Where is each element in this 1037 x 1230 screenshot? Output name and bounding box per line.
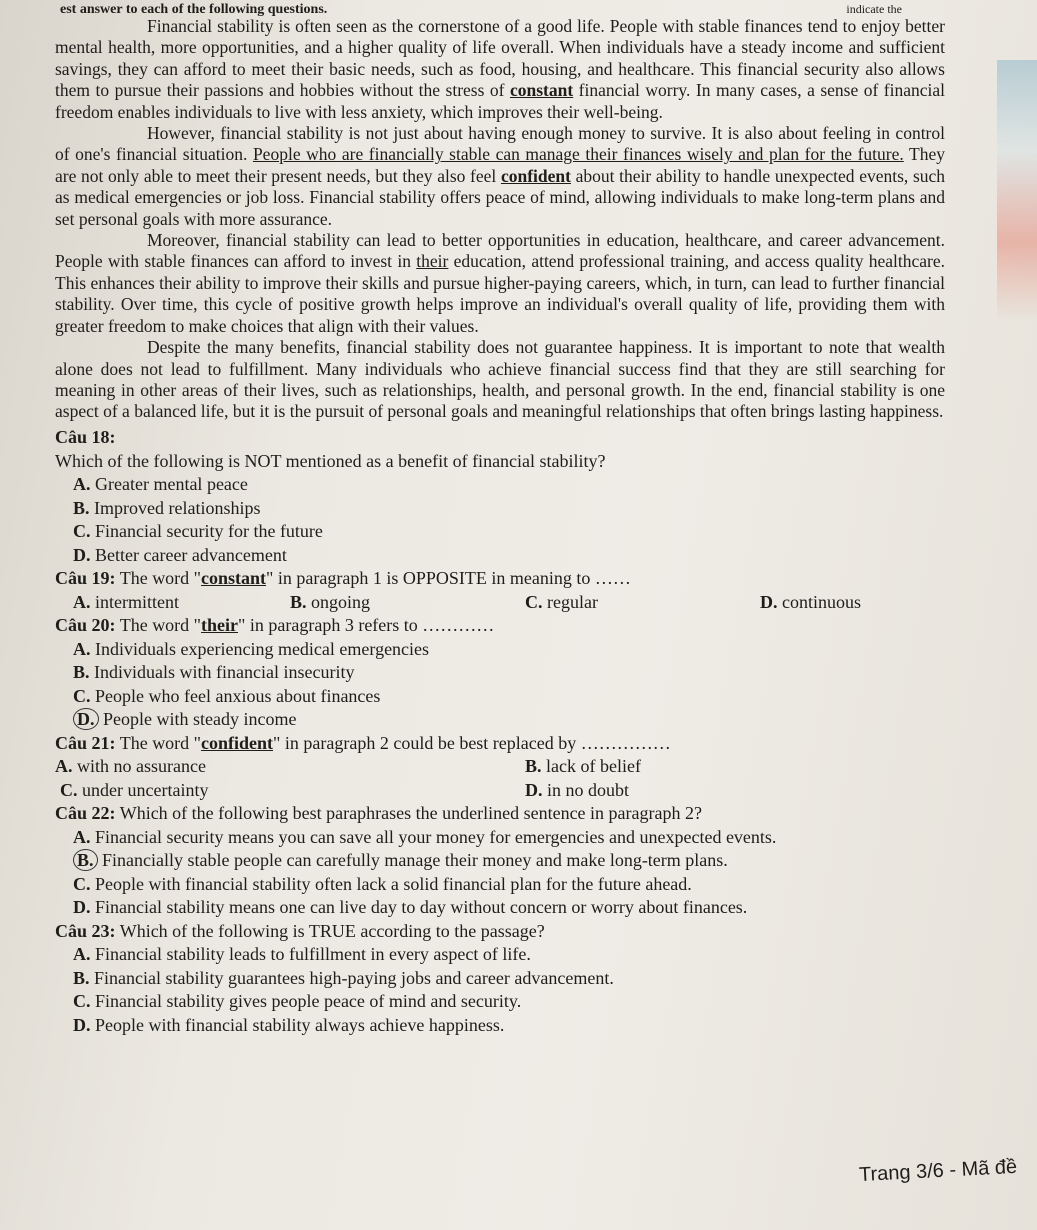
paragraph-1: Financial stability is often seen as the cornerstone of a good life. People with stable finances tend to enjoy better mental health, more opportunities, and a higher quality of life overall. When individuals have a steady income and sufficient savings, they can afford to meet their basic needs, such as food, housing, and healthcare. This financial security also allows them to pursue their passions and hobbies without the stress of constant financial worry. In many cases, a sense of financial freedom enables individuals to live with less anxiety, which improves their well-being. xyxy=(55,16,946,122)
q22-option-b[interactable]: B. Financially stable people can carefully manage their money and make long-term plans. xyxy=(73,849,945,873)
q21-options-row1 xyxy=(55,755,945,779)
q22-option-c[interactable]: C. People with financial stability often lack a solid financial plan for the future ahead. xyxy=(73,873,692,894)
q19-option-c[interactable]: C. regular xyxy=(525,591,598,612)
paragraph-3: Moreover, financial stability can lead to better opportunities in education, healthcare, and career advancement. People with stable finances can afford to invest in their education, attend professional training, and access quality healthcare. This enhances their ability to improve their skills and pursue higher-paying careers, which, in turn, can lead to further financial stability. Over time, this cycle of positive growth helps improve an individual's overall quality of life, providing them with greater freedom to make choices that align with their values. xyxy=(55,230,946,336)
q20-text: Câu 20: The word "their" in paragraph 3 refers to ………… xyxy=(55,615,495,636)
q18-option-b[interactable]: B. Improved relationships xyxy=(73,497,261,518)
q18-option-d[interactable]: D. Better career advancement xyxy=(73,544,287,565)
q19-option-d[interactable]: D. continuous xyxy=(760,591,861,612)
q21-option-d[interactable]: D. in no doubt xyxy=(525,779,630,800)
q23-option-d[interactable]: D. People with financial stability always achieve happiness. xyxy=(73,1014,505,1035)
q21-option-a[interactable]: A. with no assurance xyxy=(55,756,206,777)
q20-option-a[interactable]: A. Individuals experiencing medical emergencies xyxy=(73,638,430,659)
paragraph-4: Despite the many benefits, financial stability does not guarantee happiness. It is important to note that wealth alone does not lead to fulfillment. Many individuals who achieve financial success find that they are still searching for meaning in other areas of their lives, such as relationships, health, and personal growth. In the end, financial stability is one aspect of a balanced life, but it is the pursuit of personal goals and meaningful relationships that often brings lasting happiness. xyxy=(55,337,945,422)
q20-option-d[interactable]: D. People with steady income xyxy=(73,708,945,732)
content xyxy=(55,16,945,1037)
q18-option-a[interactable]: A. Greater mental peace xyxy=(73,474,248,495)
background-edge xyxy=(997,60,1037,320)
q21-options-row2 xyxy=(55,779,945,803)
q19-option-b[interactable]: B. ongoing xyxy=(290,591,371,612)
q21-option-c[interactable]: C. under uncertainty xyxy=(60,779,209,800)
q23-option-b[interactable]: B. Financial stability guarantees high-paying jobs and career advancement. xyxy=(73,967,614,988)
underlined-sentence: People who are financially stable can manage their finances wisely and plan for the future. xyxy=(252,144,904,165)
word-confident: confident xyxy=(500,165,571,186)
q23-option-a[interactable]: A. Financial stability leads to fulfillment in every aspect of life. xyxy=(73,944,531,965)
q23-text: Câu 23: Which of the following is TRUE according to the passage? xyxy=(55,920,545,941)
paragraph-2: However, financial stability is not just about having enough money to survive. It is also about feeling in control of one's financial situation. People who are financially stable can manage their finances wisely and plan for the future. They are not only able to meet their present needs, but they also feel confident about their ability to handle unexpected events, such as medical emergencies or job loss. Financial stability offers peace of mind, allowing individuals to make long-term plans and set personal goals with more assurance. xyxy=(55,123,946,229)
q18-option-c[interactable]: C. Financial security for the future xyxy=(73,521,323,542)
q19-options xyxy=(55,591,945,615)
q18-label: Câu 18: xyxy=(55,426,116,447)
q19-option-a[interactable]: A. intermittent xyxy=(73,591,179,612)
word-constant: constant xyxy=(509,80,574,101)
page-footer: Trang 3/6 - Mã đề xyxy=(858,1155,1018,1187)
q18-text: Which of the following is NOT mentioned as a benefit of financial stability? xyxy=(55,450,606,471)
word-their: their xyxy=(416,251,449,272)
q22-option-d[interactable]: D. Financial stability means one can live day to day without concern or worry about finances. xyxy=(73,897,748,918)
q22-option-a[interactable]: A. Financial security means you can save all your money for emergencies and unexpected events. xyxy=(73,826,777,847)
q20-option-b[interactable]: B. Individuals with financial insecurity xyxy=(73,662,355,683)
q19-text: Câu 19: The word "constant" in paragraph 1 is OPPOSITE in meaning to …… xyxy=(55,568,631,589)
corner-text: indicate the xyxy=(846,2,902,16)
q21-option-b[interactable]: B. lack of belief xyxy=(525,756,641,777)
instruction-line: est answer to each of the following questions. xyxy=(60,2,328,17)
q23-option-c[interactable]: C. Financial stability gives people peace of mind and security. xyxy=(73,991,522,1012)
q22-text: Câu 22: Which of the following best paraphrases the underlined sentence in paragraph 2? xyxy=(55,803,702,824)
q21-text: Câu 21: The word "confident" in paragraph 2 could be best replaced by …………… xyxy=(55,732,671,753)
q20-option-c[interactable]: C. People who feel anxious about finances xyxy=(73,685,381,706)
